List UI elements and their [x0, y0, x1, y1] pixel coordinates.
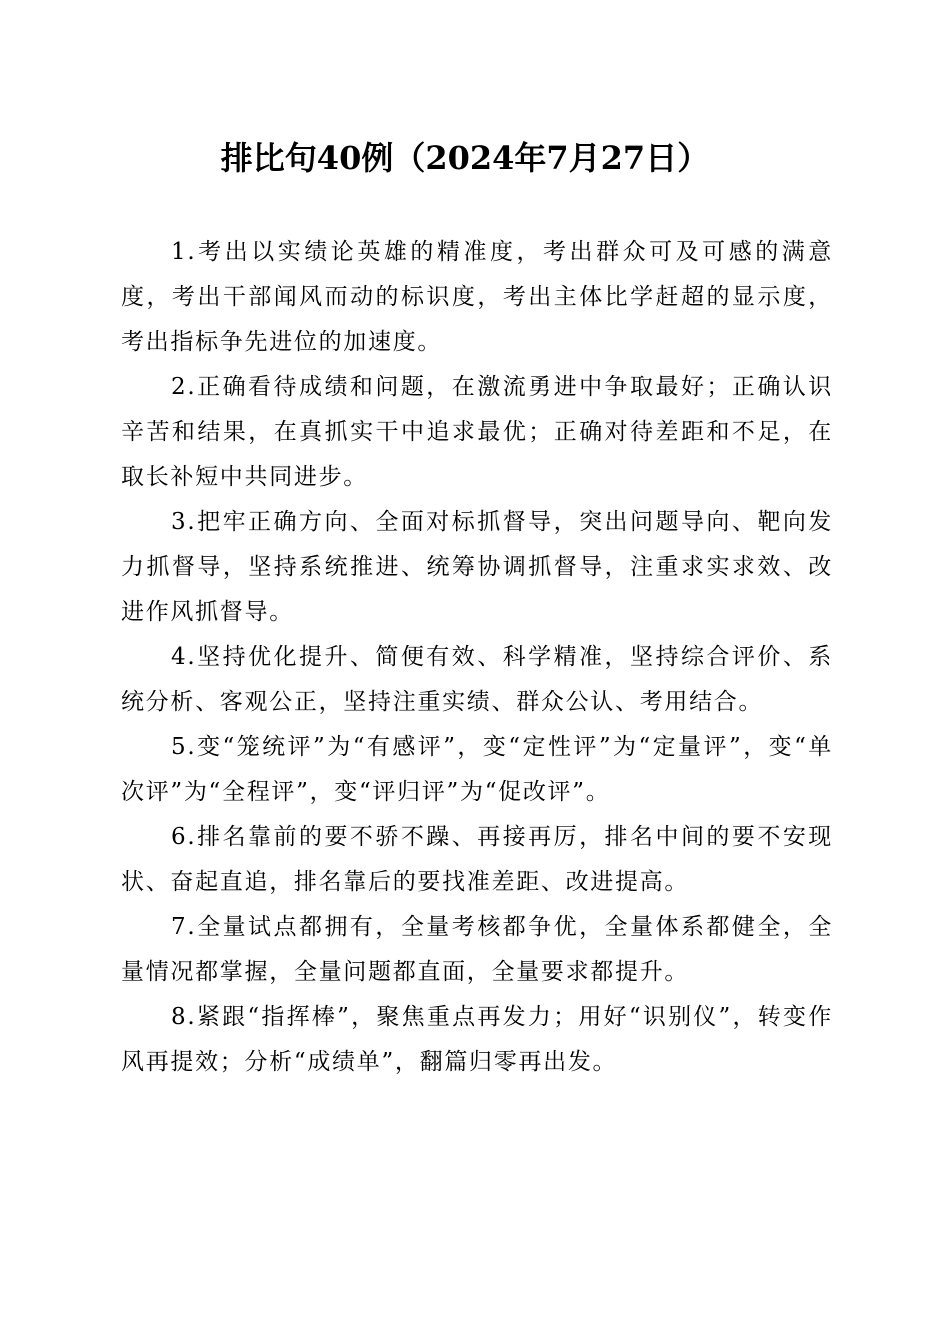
paragraph-3: 3.把牢正确方向、全面对标抓督导，突出问题导向、靶向发力抓督导，坚持系统推进、统筹协调抓督导，注重求实求效、改进作风抓督导。 [121, 509, 833, 625]
paragraph-8: 8.紧跟“指挥棒”，聚焦重点再发力；用好“识别仪”，转变作风再提效；分析“成绩单”，翻篇归零再出发。 [121, 1004, 833, 1075]
paragraph-5: 5.变“笼统评”为“有感评”，变“定性评”为“定量评”，变“单次评”为“全程评”，变“评归评”为“促改评”。 [121, 734, 833, 805]
paragraph-4: 4.坚持优化提升、简便有效、科学精准，坚持综合评价、系统分析、客观公正，坚持注重实绩、群众公认、考用结合。 [121, 644, 833, 715]
document-title: 排比句40例（2024年7月27日） [220, 139, 710, 177]
document-body [121, 230, 833, 1085]
paragraph-6: 6.排名靠前的要不骄不躁、再接再厉，排名中间的要不安现状、奋起直追，排名靠后的要找准差距、改进提高。 [121, 824, 833, 895]
paragraph-2: 2.正确看待成绩和问题，在激流勇进中争取最好；正确认识辛苦和结果，在真抓实干中追求最优；正确对待差距和不足，在取长补短中共同进步。 [121, 374, 833, 490]
paragraph-7: 7.全量试点都拥有，全量考核都争优，全量体系都健全，全量情况都掌握，全量问题都直面，全量要求都提升。 [121, 914, 833, 985]
paragraph-1: 1.考出以实绩论英雄的精准度，考出群众可及可感的满意度，考出干部闻风而动的标识度，考出主体比学赶超的显示度，考出指标争先进位的加速度。 [121, 239, 833, 355]
